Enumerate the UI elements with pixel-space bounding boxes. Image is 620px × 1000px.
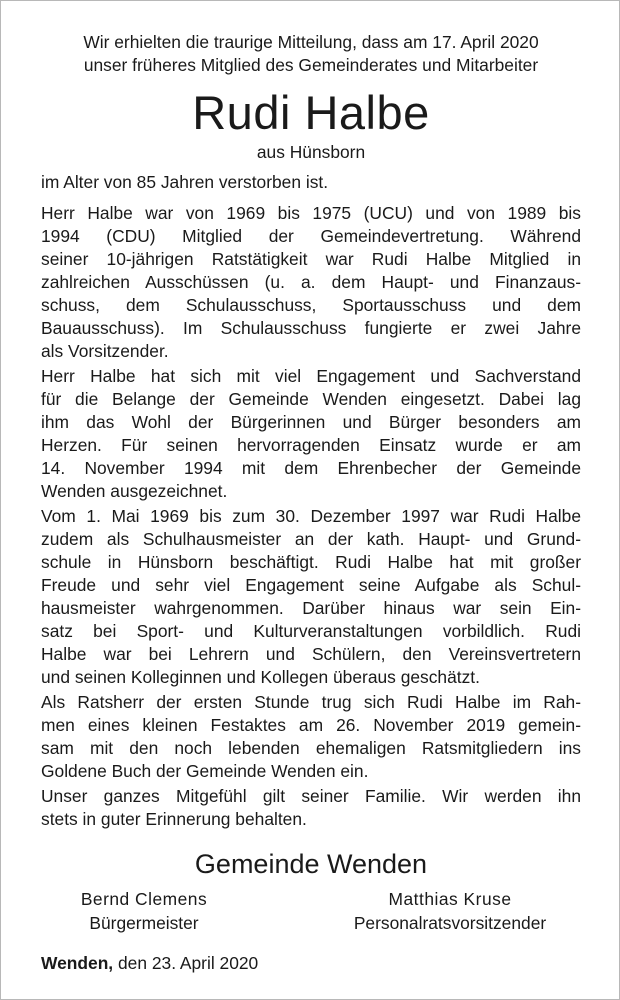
deceased-origin: aus Hünsborn <box>256 142 366 162</box>
body-paragraph <box>41 505 581 689</box>
body-line: Herr Halbe war von 1969 bis 1975 (UCU) und von 1989 bis <box>41 203 581 223</box>
body-line: Wenden ausgezeichnet. <box>41 481 228 501</box>
body-line: Bauausschuss). Im Schulausschuss fungierte er zwei Jahre <box>41 318 581 338</box>
body-text <box>41 202 581 833</box>
body-line: satz bei Sport- und Kulturveranstaltungen vorbildlich. Rudi <box>41 621 581 641</box>
signatory-mayor <box>19 887 269 935</box>
body-line: Goldene Buch der Gemeinde Wenden ein. <box>41 761 369 781</box>
body-line: Als Ratsherr der ersten Stunde trug sich Rudi Halbe im Rah- <box>41 692 581 712</box>
signatory-name: Bernd Clemens <box>80 889 208 909</box>
body-line: 14. November 1994 mit dem Ehrenbecher der Gemeinde <box>41 458 581 478</box>
body-line: zudem als Schulhausmeister an der kath. Haupt- und Grund- <box>41 529 581 549</box>
body-line: Herr Halbe hat sich mit viel Engagement und Sachverstand <box>41 366 581 386</box>
age-line: im Alter von 85 Jahren verstorben ist. <box>41 172 329 192</box>
body-line: für die Belange der Gemeinde Wenden eingesetzt. Dabei lag <box>41 389 581 409</box>
body-line: sam mit den noch lebenden ehemaligen Ratsmitgliedern ins <box>41 738 581 758</box>
body-line: stets in guter Erinnerung behalten. <box>41 809 307 829</box>
organization-name: Gemeinde Wenden <box>194 849 428 879</box>
body-line: men eines kleinen Festaktes am 26. November 2019 gemein- <box>41 715 581 735</box>
body-line: Freude und sehr viel Engagement seine Aufgabe als Schul- <box>41 575 581 595</box>
place-name: Wenden, <box>41 953 114 973</box>
body-line: schuss, dem Schulausschuss, Sportausschuss und dem <box>41 295 581 315</box>
body-line: Unser ganzes Mitgefühl gilt seiner Familie. Wir werden ihn <box>41 786 581 806</box>
place-date <box>41 952 258 975</box>
body-line: und seinen Kolleginnen und Kollegen überaus geschätzt. <box>41 667 480 687</box>
body-line: schule in Hünsborn beschäftigt. Rudi Halbe hat mit großer <box>41 552 581 572</box>
body-paragraph <box>41 785 581 831</box>
deceased-name: Rudi Halbe <box>192 86 430 139</box>
body-line: Vom 1. Mai 1969 bis zum 30. Dezember 1997 war Rudi Halbe <box>41 506 581 526</box>
intro-line: Wir erhielten die traurige Mitteilung, dass am 17. April 2020 <box>83 32 539 52</box>
body-paragraph <box>41 365 581 503</box>
body-line: 1994 (CDU) Mitglied der Gemeindevertretung. Während <box>41 226 581 246</box>
signatory-title: Personalratsvorsitzender <box>353 913 547 933</box>
body-paragraph <box>41 691 581 783</box>
body-line: ihm das Wohl der Bürgerinnen und Bürger besonders am <box>41 412 581 432</box>
signatory-name: Matthias Kruse <box>388 889 512 909</box>
signatory-council-chair <box>325 887 575 935</box>
body-line: Herzen. Für seinen hervorragenden Einsatz wurde er am <box>41 435 581 455</box>
intro-text <box>41 31 581 77</box>
signatory-title: Bürgermeister <box>89 913 199 933</box>
body-line: seiner 10-jährigen Ratstätigkeit war Rudi Halbe Mitglied in <box>41 249 581 269</box>
body-line: zahlreichen Ausschüssen (u. a. dem Haupt- und Finanzaus- <box>41 272 581 292</box>
body-line: als Vorsitzender. <box>41 341 169 361</box>
intro-line: unser früheres Mitglied des Gemeinderates und Mitarbeiter <box>83 55 539 75</box>
notice-date: den 23. April 2020 <box>118 953 259 973</box>
body-line: Halbe war bei Lehrern und Schülern, den Vereinsvertretern <box>41 644 581 664</box>
body-line: hausmeister wahrgenommen. Darüber hinaus war sein Ein- <box>41 598 581 618</box>
body-paragraph <box>41 202 581 363</box>
